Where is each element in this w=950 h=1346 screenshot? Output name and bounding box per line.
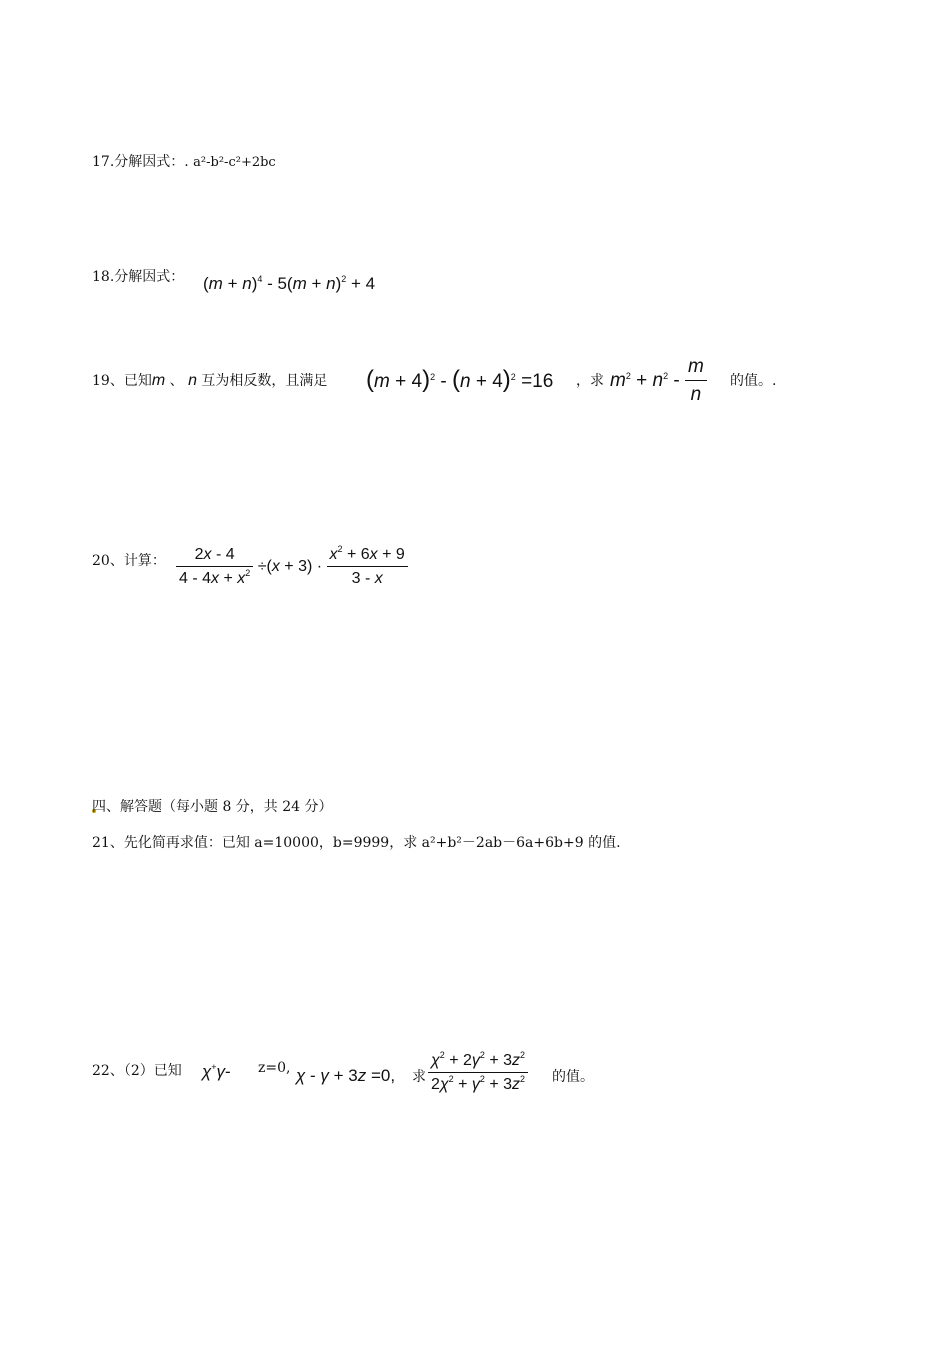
q22-label: 22、（2）已知	[92, 1063, 182, 1079]
q17-label: 17.分解因式：.	[92, 154, 194, 170]
q18-expression: $(m + n)^4 - 5(m + n)^2 + 4$	[203, 274, 376, 293]
q22-tail: 的值。	[552, 1069, 594, 1085]
question-19: 19、已知m 、 n 互为相反数，且满足	[92, 372, 328, 389]
q20-expression: $\frac{2x - 4}{4 - 4x + x^2}$ ÷(x + 3) · $\frac{x^2 + 6x + 9}{3 - x}$	[176, 546, 408, 588]
q19-target-expression: $m^2 + n^2$ - $\frac{m}{n}$	[610, 356, 707, 406]
q18-label: 18.分解因式：	[92, 269, 185, 285]
section-4-title: 四、解答题（每小题 8 分，共 24 分）	[92, 799, 333, 815]
q19-ask: ，求	[576, 373, 604, 389]
q22-ask: 求	[412, 1069, 426, 1085]
question-20	[92, 550, 166, 570]
q22-fraction: $\frac{\chi^2 + 2\gamma^2 + 3z^2}{2\chi^2 + \gamma^2 + 3z^2}$	[428, 1052, 528, 1094]
q22-condition-2: χ - γ + 3z =0,	[296, 1066, 396, 1085]
q19-equation: $(m + 4)^2 - (n + 4)^2 =16$	[366, 366, 554, 393]
q20-label: 20、计算：	[92, 553, 166, 569]
q17-expression: a²-b²-c²+2bc	[193, 155, 276, 170]
question-21: 21、先化简再求值：已知 a=10000，b=9999，求 a²+b²－2ab－6a+6b+9 的值.	[92, 835, 621, 851]
q19-label: 19、已知	[92, 373, 152, 389]
question-18	[92, 266, 184, 286]
q19-tail: 的值。.	[730, 373, 777, 389]
question-17	[92, 151, 276, 171]
q22-condition-1-tail: z=0,	[258, 1060, 291, 1076]
question-22	[92, 1060, 182, 1080]
q22-condition-1: χ+γ-	[202, 1062, 231, 1081]
